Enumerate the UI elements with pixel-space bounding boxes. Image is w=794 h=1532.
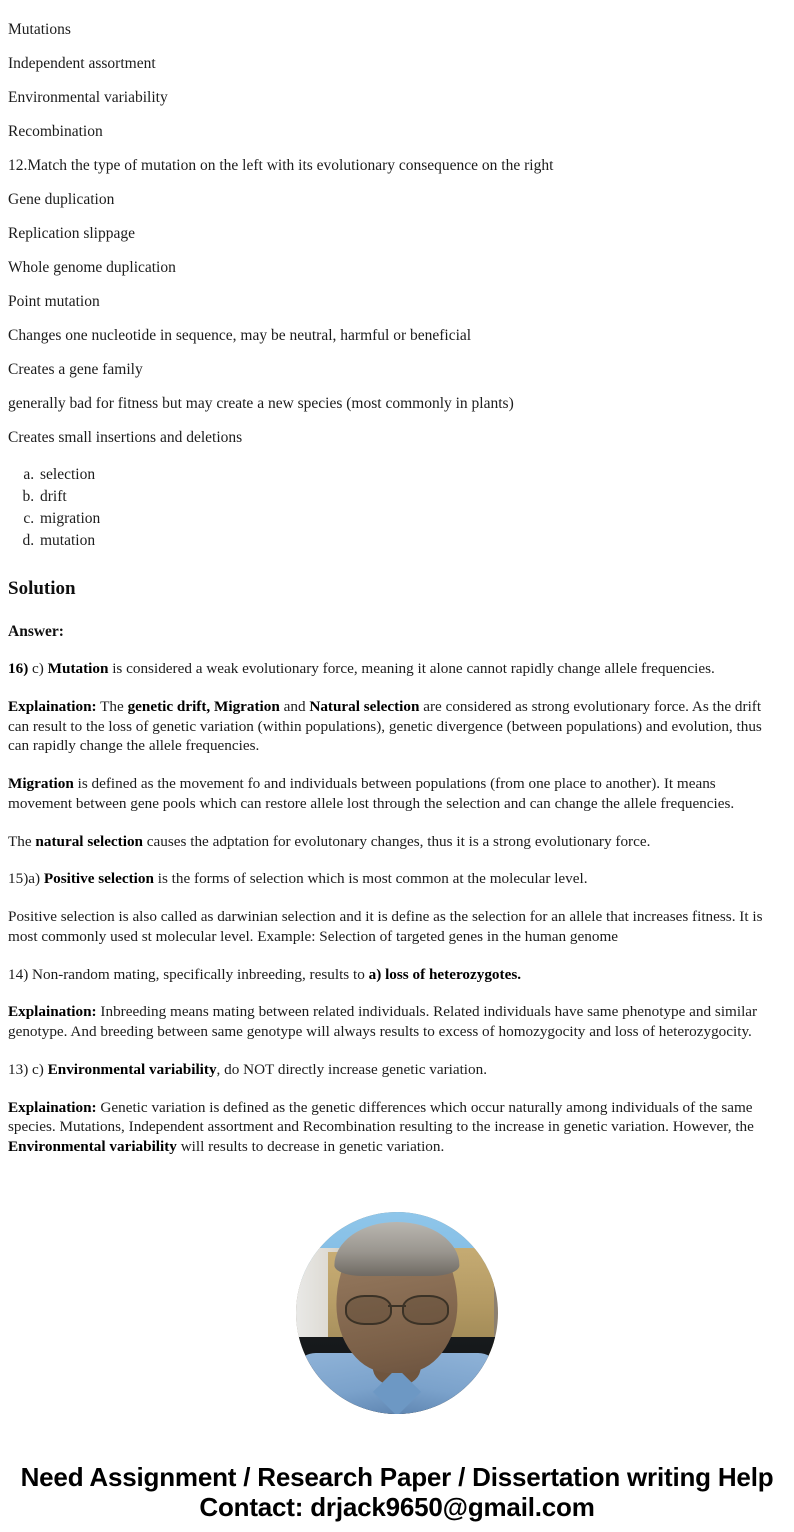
emphasis-text: 16)	[8, 660, 29, 677]
solution-body	[0, 623, 794, 1157]
p-13	[8, 1060, 776, 1080]
question-line: Creates small insertions and deletions	[8, 429, 243, 446]
p-15	[8, 869, 776, 889]
question-line: Creates a gene family	[8, 361, 143, 378]
p-natural-selection	[8, 832, 776, 852]
footer-contact: Contact: drjack9650@gmail.com	[199, 1491, 595, 1522]
glasses-bridge-icon	[388, 1305, 406, 1307]
list-item: a. selection	[38, 464, 786, 486]
p-14-expl	[8, 1002, 776, 1042]
list-item: c. migration	[38, 508, 786, 530]
emphasis-text: Natural selection	[309, 697, 420, 715]
emphasis-text: Environmental variability	[8, 1138, 177, 1155]
body-text: is the forms of selection which is most common at the molecular level.	[153, 870, 588, 888]
answer-choice-list	[8, 464, 786, 552]
emphasis-text: a) loss of heterozygotes.	[368, 965, 522, 983]
emphasis-text: genetic drift, Migration	[127, 697, 280, 715]
emphasis-text: natural selection	[35, 832, 143, 850]
question-line: Changes one nucleotide in sequence, may be neutral, harmful or beneficial	[8, 327, 472, 344]
body-text: Genetic variation is defined as the genetic differences which occur naturally among individuals of the same species. Mutations, Independent assortment and Recombination resulting to the increase in genetic variation. However, the	[8, 1098, 754, 1136]
footer	[0, 1462, 794, 1532]
p-13-expl	[8, 1098, 776, 1157]
emphasis-text: Environmental variability	[47, 1060, 217, 1078]
p-16-expl	[8, 697, 776, 756]
avatar	[296, 1212, 498, 1414]
answer-label: Answer:	[8, 623, 64, 640]
question-line: Gene duplication	[8, 191, 115, 208]
body-text: causes the adptation for evolutonary changes, thus it is a strong evolutionary force.	[143, 832, 651, 850]
emphasis-text: Mutation	[47, 660, 109, 677]
body-text: Inbreeding means mating between related individuals. Related individuals have same phenotype and similar genotype. And breeding between same genotype will always results to excess of homozygocity and loss of heterozygocity.	[8, 1003, 758, 1040]
question-line: Recombination	[8, 123, 103, 140]
avatar-container	[0, 1212, 794, 1414]
question-line: Replication slippage	[8, 225, 135, 242]
glasses-lens-left-icon	[345, 1295, 391, 1325]
question-line: Mutations	[8, 21, 71, 38]
question-line: Independent assortment	[8, 55, 156, 72]
footer-headline: Need Assignment / Research Paper / Dissertation writing Help	[20, 1461, 774, 1492]
p-15-expl	[8, 907, 776, 947]
question-list-block	[0, 0, 794, 552]
body-text: and	[279, 697, 310, 715]
solution-paragraph-container	[8, 659, 776, 1157]
body-text: 14) Non-random mating, specifically inbreeding, results to	[8, 965, 369, 983]
p-14	[8, 965, 776, 985]
emphasis-text: Migration	[8, 775, 74, 792]
question-line: Point mutation	[8, 293, 100, 310]
body-text: c)	[28, 660, 48, 677]
question-prompt-12: 12.Match the type of mutation on the left with its evolutionary consequence on the right	[8, 157, 554, 174]
question-line: generally bad for fitness but may create a new species (most commonly in plants)	[8, 395, 514, 412]
emphasis-text: Explaination:	[8, 1098, 97, 1116]
list-item: b. drift	[38, 486, 786, 508]
body-text: , do NOT directly increase genetic variation.	[216, 1060, 488, 1078]
emphasis-text: Positive selection	[43, 870, 154, 888]
body-text: Positive selection is also called as darwinian selection and it is define as the selection for an allele that increases fitness. It is most commonly used st molecular level. Example: Selection of targeted genes in the human genome	[8, 908, 763, 945]
emphasis-text: Explaination:	[8, 697, 97, 715]
glasses-lens-right-icon	[402, 1295, 448, 1325]
body-text: The	[8, 832, 36, 850]
body-text: 13) c)	[8, 1060, 48, 1078]
body-text: is considered a weak evolutionary force, meaning it alone cannot rapidly change allele frequencies.	[108, 660, 715, 677]
body-text: are considered as strong evolutionary force. As the drift can result to the loss of genetic variation (within populations), genetic divergence (between populations) and evolution, thus can rapidly change the allele frequencies.	[8, 697, 762, 755]
solution-heading: Solution	[8, 578, 76, 599]
body-text: will results to decrease in genetic variation.	[176, 1138, 445, 1155]
p-16	[8, 659, 776, 679]
body-text: is defined as the movement fo and individuals between populations (from one place to another). It means movement between gene pools which can restore allele lost through the selection and can change the allele frequencies.	[8, 775, 735, 812]
question-line: Whole genome duplication	[8, 259, 176, 276]
emphasis-text: Explaination:	[8, 1003, 97, 1021]
question-line: Environmental variability	[8, 89, 168, 106]
body-text: 15)a)	[8, 870, 44, 888]
list-item: d. mutation	[38, 530, 786, 552]
p-migration	[8, 774, 776, 814]
body-text: The	[96, 697, 128, 715]
